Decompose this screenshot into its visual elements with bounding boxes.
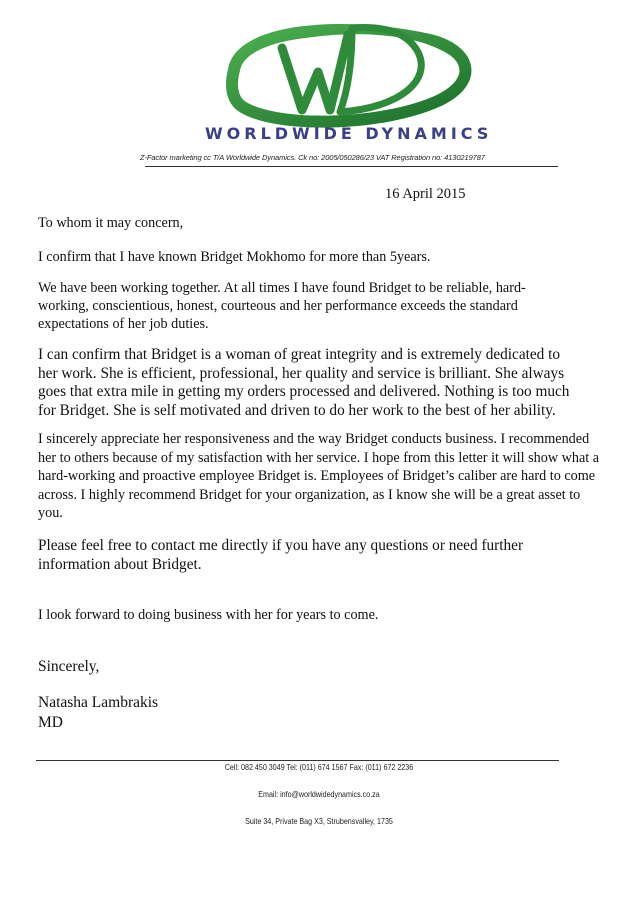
paragraph-6: I look forward to doing business with her for years to come.: [38, 607, 379, 623]
footer-email: Email: info@worldwidedynamics.co.za: [258, 789, 380, 799]
signer-title: MD: [38, 714, 63, 731]
footer-address: Suite 34, Private Bag X3, Strubensvalley, 1735: [245, 816, 393, 826]
closing: Sincerely,: [38, 658, 100, 675]
registration-line: Z-Factor marketing cc T/A Worldwide Dynamics. Ck no: 2005/050286/23 VAT Registration no: 4130219787: [140, 153, 485, 162]
header-divider: [145, 166, 558, 167]
paragraph-4: I sincerely appreciate her responsiveness and the way Bridget conducts business. I recommended her to others because of my satisfaction with her service. I hope from this letter it will show what a hard-working and proactive employee Bridget is. Employees of Bridget’s caliber are hard to come across. I highly recommend Bridget for your organization, as I know she will be a great asset to you.: [38, 431, 600, 522]
paragraph-1: I confirm that I have known Bridget Mokhomo for more than 5years.: [38, 249, 431, 265]
paragraph-5: Please feel free to contact me directly if you have any questions or need further information about Bridget.: [38, 537, 524, 573]
company-name: WORLDWIDE DYNAMICS: [205, 124, 493, 143]
paragraph-3: I can confirm that Bridget is a woman of great integrity and is extremely dedicated to her work. She is efficient, professional, her quality and service is brilliant. She always goes that extra mile in getting my orders processed and delivered. Nothing is too much for Bridget. She is self motivated and driven to do her work to the best of her ability.: [38, 346, 570, 419]
footer-divider: [36, 760, 559, 761]
salutation: To whom it may concern,: [38, 215, 184, 231]
paragraph-2: We have been working together. At all times I have found Bridget to be reliable, hard-working, conscientious, honest, courteous and her performance exceeds the standard expectations of her job duties.: [38, 280, 526, 332]
signer-name: Natasha Lambrakis: [38, 694, 159, 711]
letter-date: 16 April 2015: [385, 186, 466, 202]
footer-phones: Cell: 082 450 3049 Tel: (011) 674 1567 Fax: (011) 672 2236: [224, 762, 414, 772]
